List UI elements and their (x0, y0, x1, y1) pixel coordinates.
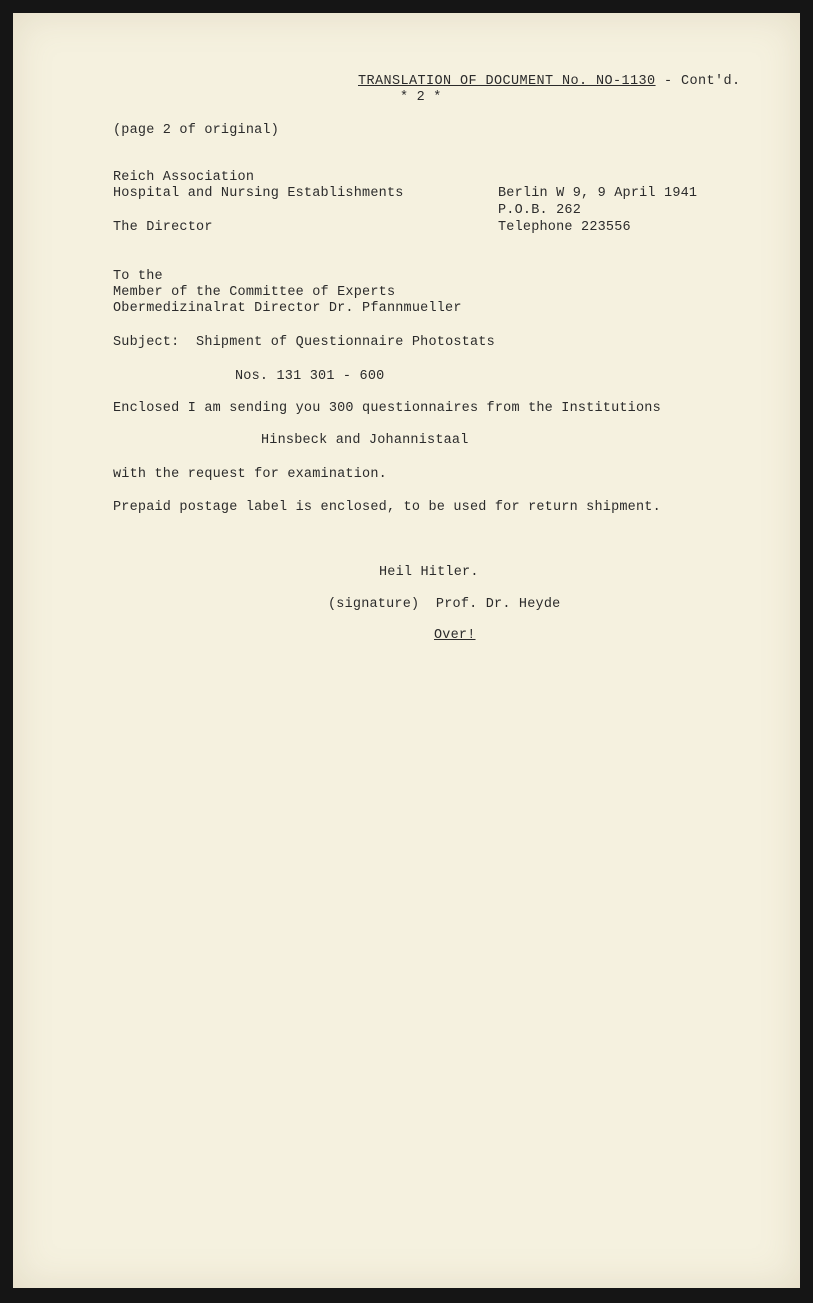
addressee-line-1: To the (113, 269, 163, 284)
document-number: TRANSLATION OF DOCUMENT No. NO-1130 (358, 74, 656, 89)
telephone-line: Telephone 223556 (498, 220, 631, 235)
sender-line-2: Hospital and Nursing Establishments (113, 186, 404, 201)
sender-line-3: The Director (113, 220, 213, 235)
signature-line: (signature) Prof. Dr. Heyde (328, 597, 561, 612)
body-line-request: with the request for examination. (113, 467, 387, 482)
body-line-enclosed: Enclosed I am sending you 300 questionnaires from the Institutions (113, 401, 661, 416)
over-note: Over! (434, 628, 476, 643)
po-box-line: P.O.B. 262 (498, 203, 582, 218)
closing-salutation: Heil Hitler. (379, 565, 479, 580)
subject-line (113, 335, 495, 351)
subject-numbers: Nos. 131 301 - 600 (235, 369, 385, 384)
sender-line-1: Reich Association (113, 170, 255, 185)
document-page (13, 13, 800, 1288)
document-header-title (358, 74, 741, 90)
page-marker: * 2 * (400, 90, 442, 105)
institutions-names: Hinsbeck and Johannistaal (261, 433, 469, 448)
addressee-line-3: Obermedizinalrat Director Dr. Pfannmueller (113, 301, 462, 316)
page-note: (page 2 of original) (113, 123, 280, 138)
place-date-line: Berlin W 9, 9 April 1941 (498, 186, 698, 201)
subject-text: Shipment of Questionnaire Photostats (196, 335, 495, 350)
subject-label: Subject: (113, 335, 180, 350)
header-continued: - Cont'd. (655, 74, 741, 89)
body-line-postage: Prepaid postage label is enclosed, to be used for return shipment. (113, 500, 661, 515)
addressee-line-2: Member of the Committee of Experts (113, 285, 396, 300)
